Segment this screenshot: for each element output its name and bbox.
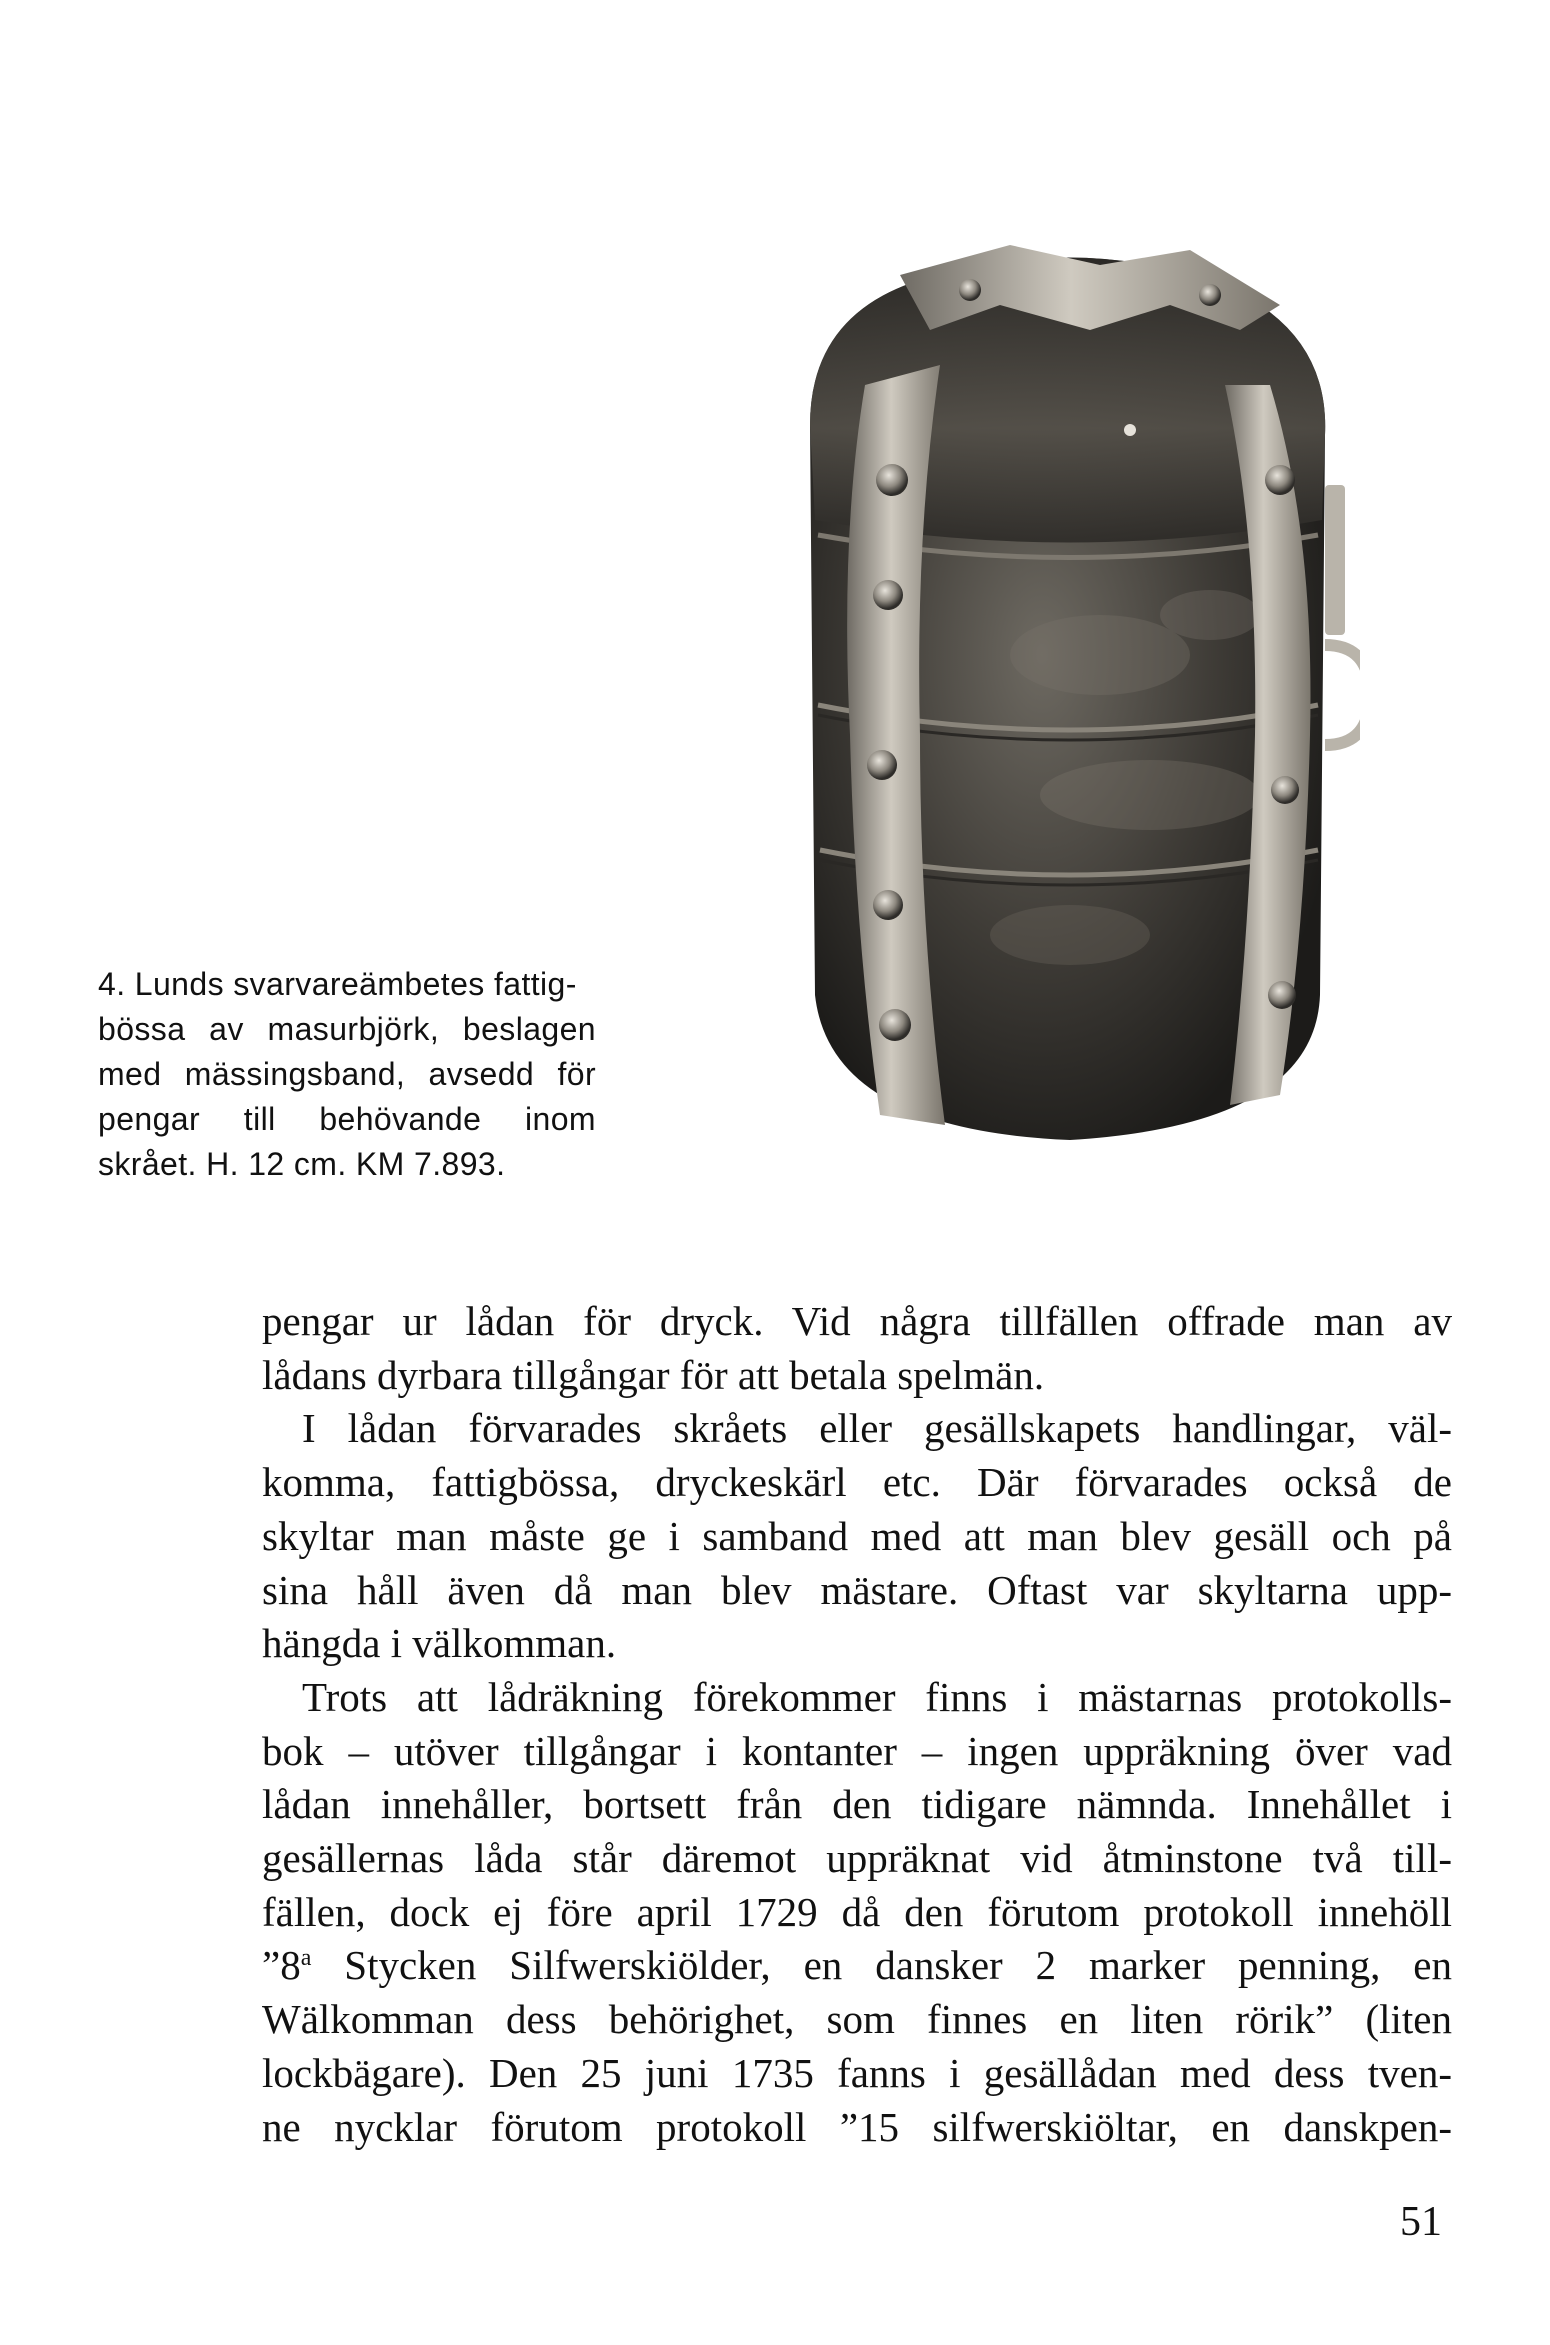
figure-caption	[98, 962, 596, 1187]
text-line: skyltar man måste ge i samband med att man blev gesäll och på	[262, 1512, 1452, 1559]
text-line: I lådan förvarades skråets eller gesällskapets handlingar, väl-	[302, 1405, 1452, 1452]
figure-poor-box-photo	[770, 235, 1360, 1155]
text-line-rest: Stycken Silfwerskiölder, en dansker 2 marker penning, en	[344, 1942, 1452, 1989]
text-line: gesällernas låda står däremot uppräknat vid åtminstone två till-	[262, 1835, 1452, 1882]
text-line-with-superscript	[262, 1939, 1452, 1993]
text-line: bok – utöver tillgångar i kontanter – ingen uppräkning över vad	[262, 1727, 1452, 1774]
text-line: ne nycklar förutom protokoll ”15 silfwerskiöltar, en danskpen-	[262, 2103, 1452, 2150]
text-line: hängda i välkomman.	[262, 1620, 617, 1667]
text-line: Wälkomman dess behörighet, som finnes en liten rörik” (liten	[262, 1996, 1452, 2043]
caption-line: skrået. H. 12 cm. KM 7.893.	[98, 1146, 506, 1182]
caption-line: pengar till behövande inom	[98, 1101, 596, 1137]
body-text	[262, 1295, 1452, 2154]
text-line: lådans dyrbara tillgångar för att betala spelmän.	[262, 1351, 1045, 1398]
text-line: komma, fattigbössa, dryckeskärl etc. Där förvarades också de	[262, 1459, 1452, 1506]
text-line: lockbägare). Den 25 juni 1735 fanns i gesällådan med dess tven-	[262, 2049, 1452, 2096]
superscript-a: a	[300, 1945, 312, 1972]
caption-line: bössa av masurbjörk, beslagen	[98, 1011, 596, 1047]
caption-line: med mässingsband, avsedd för	[98, 1056, 596, 1092]
poor-box-image	[770, 235, 1360, 1155]
text-line: sina håll även då man blev mästare. Oftast var skyltarna upp-	[262, 1566, 1452, 1613]
text-line: lådan innehåller, bortsett från den tidigare nämnda. Innehållet i	[262, 1781, 1452, 1828]
page-number: 51	[1400, 2199, 1442, 2245]
caption-line: 4. Lunds svarvareämbetes fattig-	[98, 966, 577, 1002]
text-line: fällen, dock ej före april 1729 då den förutom protokoll innehöll	[262, 1888, 1452, 1935]
text-line: Trots att lådräkning förekommer finns i mästarnas protokolls-	[302, 1673, 1452, 1720]
quote-number: ”8	[262, 1942, 301, 1989]
text-line: pengar ur lådan för dryck. Vid några tillfällen offrade man av	[262, 1298, 1452, 1344]
